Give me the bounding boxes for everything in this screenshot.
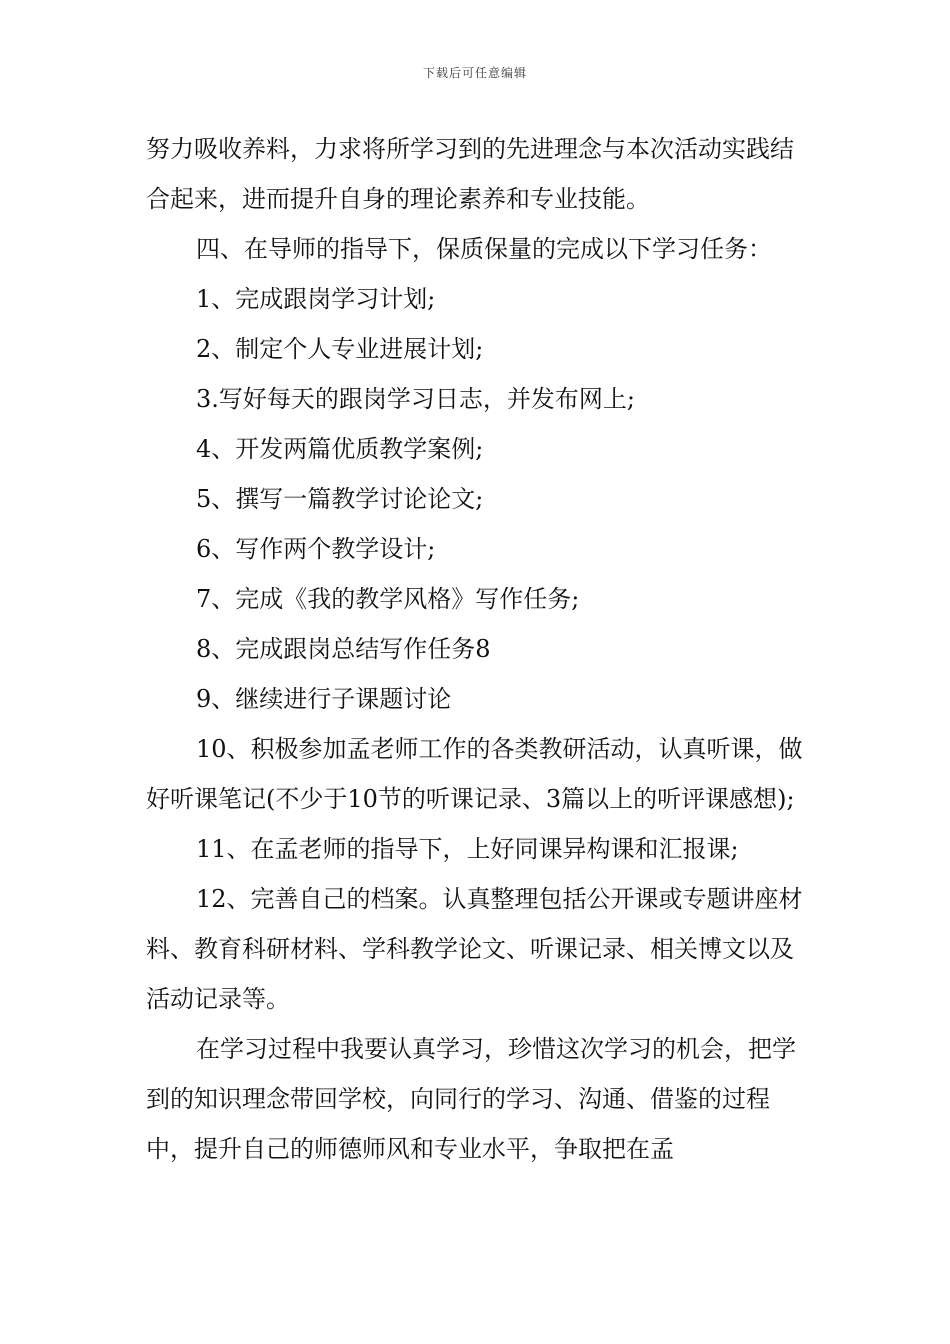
paragraph-1: 努力吸收养料，力求将所学习到的先进理念与本次活动实践结合起来，进而提升自身的理论素养和专业技能。: [146, 135, 794, 213]
list-item-2: 2、制定个人专业进展计划;: [196, 335, 484, 363]
list-item-7: 7、完成《我的教学风格》写作任务;: [196, 585, 580, 613]
list-item-3: 3.写好每天的跟岗学习日志，并发布网上;: [196, 385, 635, 413]
list-item-11: 11、在孟老师的指导下，上好同课异构课和汇报课;: [196, 835, 739, 863]
document-body: [146, 124, 816, 1174]
list-item-10: 10、积极参加孟老师工作的各类教研活动，认真听课，做好听课笔记(不少于10节的听课记录、3篇以上的听评课感想);: [146, 735, 803, 813]
list-item-8: 8、完成跟岗总结写作任务8: [196, 635, 491, 663]
list-item-9: 9、继续进行子课题讨论: [196, 685, 452, 713]
closing-paragraph: 在学习过程中我要认真学习，珍惜这次学习的机会，把学到的知识理念带回学校，向同行的学习、沟通、借鉴的过程中，提升自己的师德师风和专业水平，争取把在孟: [146, 1035, 796, 1163]
list-item-1: 1、完成跟岗学习计划;: [196, 285, 436, 313]
list-item-6: 6、写作两个教学设计;: [196, 535, 436, 563]
list-item-12: 12、完善自己的档案。认真整理包括公开课或专题讲座材料、教育科研材料、学科教学论文、听课记录、相关博文以及活动记录等。: [146, 885, 803, 1013]
list-item-5: 5、撰写一篇教学讨论论文;: [196, 485, 484, 513]
list-item-4: 4、开发两篇优质教学案例;: [196, 435, 484, 463]
paragraph-2: 四、在导师的指导下，保质保量的完成以下学习任务：: [196, 235, 772, 263]
page-header: 下载后可任意编辑: [422, 66, 527, 80]
